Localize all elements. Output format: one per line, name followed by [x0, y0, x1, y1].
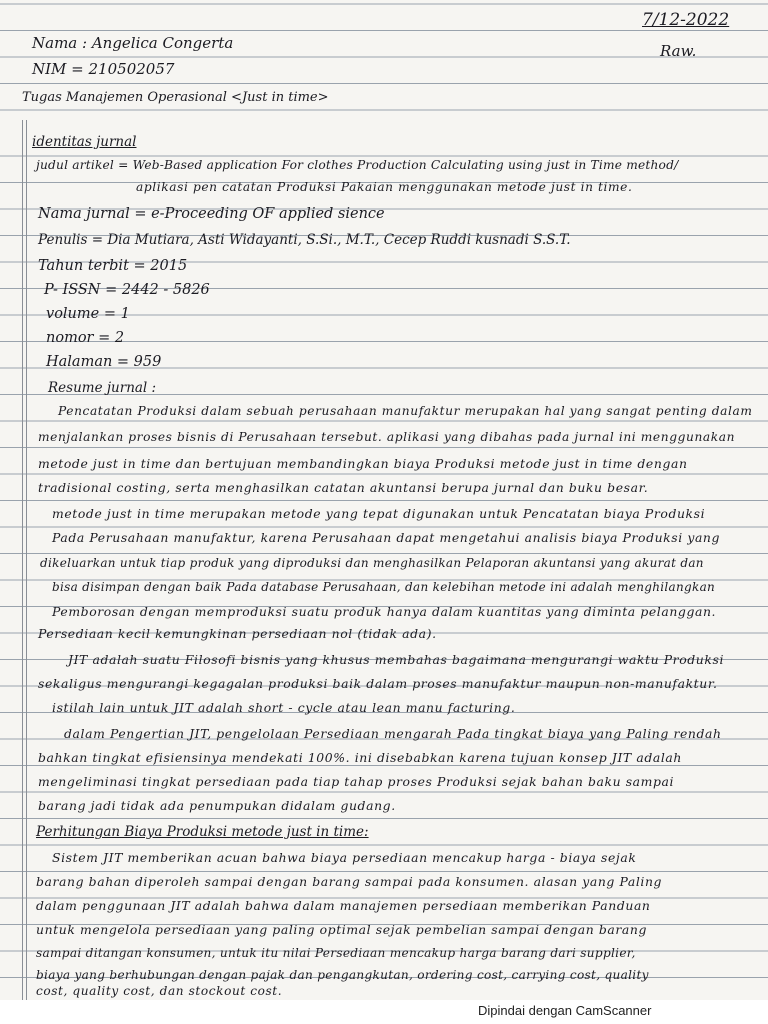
margin-line-inner: [26, 120, 27, 1000]
nomor: nomor = 2: [46, 330, 125, 346]
perhitungan-line: barang bahan diperoleh sampai dengan barang sampai pada konsumen. alasan yang Paling: [36, 874, 663, 889]
perhitungan-line: cost, quality cost, dan stockout cost.: [36, 984, 283, 998]
perhitungan-line: Sistem JIT memberikan acuan bahwa biaya persediaan mencakup harga - biaya sejak: [52, 850, 637, 865]
halaman: Halaman = 959: [46, 354, 162, 370]
scanner-watermark: Dipindai dengan CamScanner: [478, 1003, 652, 1018]
paraf-note: Raw.: [660, 42, 697, 60]
identitas-heading: identitas jurnal: [32, 134, 137, 150]
p-issn: P- ISSN = 2442 - 5826: [44, 282, 210, 298]
perhitungan-line: untuk mengelola persediaan yang paling optimal sejak pembelian sampai dengan barang: [36, 922, 647, 937]
resume-line: Pencatatan Produksi dalam sebuah perusahaan manufaktur merupakan hal yang sangat penting dalam: [58, 404, 753, 418]
perhitungan-line: dalam penggunaan JIT adalah bahwa dalam manajemen persediaan memberikan Panduan: [36, 898, 651, 913]
student-nim: NIM = 210502057: [32, 60, 175, 78]
judul-line-1: judul artikel = Web-Based application For clothes Production Calculating using just in Time method/: [36, 158, 679, 172]
resume-line: metode just in time dan bertujuan membandingkan biaya Produksi metode just in time dengan: [38, 456, 688, 471]
volume: volume = 1: [46, 306, 130, 322]
resume-line: Pada Perusahaan manufaktur, karena Perusahaan dapat mengetahui analisis biaya Produksi yang: [52, 530, 721, 545]
student-name: Nama : Angelica Congerta: [32, 34, 234, 52]
resume-line: Persediaan kecil kemungkinan persediaan nol (tidak ada).: [38, 626, 437, 641]
perhitungan-line: biaya yang berhubungan dengan pajak dan pengangkutan, ordering cost, carrying cost, quality: [36, 968, 649, 982]
resume-line: Pemborosan dengan memproduksi suatu produk hanya dalam kuantitas yang diminta pelanggan.: [52, 604, 717, 619]
resume-heading: Resume jurnal :: [48, 380, 157, 396]
resume-line: JIT adalah suatu Filosofi bisnis yang khusus membahas bagaimana mengurangi waktu Produksi: [68, 652, 725, 667]
perhitungan-line: sampai ditangan konsumen, untuk itu nilai Persediaan mencakup harga barang dari supplier,: [36, 946, 636, 960]
scanner-footer: [0, 1000, 768, 1024]
resume-line: mengeliminasi tingkat persediaan pada tiap tahap proses Produksi sejak bahan baku sampai: [38, 774, 675, 789]
resume-line: barang jadi tidak ada penumpukan didalam gudang.: [38, 798, 396, 813]
resume-line: istilah lain untuk JIT adalah short - cycle atau lean manu facturing.: [52, 700, 516, 715]
resume-line: sekaligus mengurangi kegagalan produksi baik dalam proses manufaktur maupun non-manufaktur.: [38, 676, 718, 691]
penulis: Penulis = Dia Mutiara, Asti Widayanti, S.Si., M.T., Cecep Ruddi kusnadi S.S.T.: [38, 232, 571, 248]
resume-line: metode just in time merupakan metode yang tepat digunakan untuk Pencatatan biaya Produksi: [52, 506, 706, 521]
resume-line: tradisional costing, serta menghasilkan catatan akuntansi berupa jurnal dan buku besar.: [38, 480, 649, 495]
margin-line: [22, 120, 23, 1000]
resume-line: dikeluarkan untuk tiap produk yang diproduksi dan menghasilkan Pelaporan akuntansi yang akurat dan: [40, 556, 704, 570]
nama-jurnal: Nama jurnal = e-Proceeding OF applied sience: [38, 206, 385, 222]
resume-line: bahkan tingkat efisiensinya mendekati 100%. ini disebabkan karena tujuan konsep JIT adalah: [38, 750, 682, 765]
date-note: 7/12-2022: [642, 10, 730, 30]
perhitungan-heading: Perhitungan Biaya Produksi metode just in time:: [36, 824, 369, 840]
resume-line: menjalankan proses bisnis di Perusahaan tersebut. aplikasi yang dibahas pada jurnal ini menggunakan: [38, 430, 736, 444]
tahun-terbit: Tahun terbit = 2015: [38, 258, 188, 274]
resume-line: dalam Pengertian JIT, pengelolaan Persediaan mengarah Pada tingkat biaya yang Paling rendah: [64, 726, 722, 741]
resume-line: bisa disimpan dengan baik Pada database Perusahaan, dan kelebihan metode ini adalah menghilangkan: [52, 580, 716, 594]
assignment-title: Tugas Manajemen Operasional <Just in time>: [22, 90, 329, 105]
judul-line-2: aplikasi pen catatan Produksi Pakaian menggunakan metode just in time.: [136, 180, 633, 194]
